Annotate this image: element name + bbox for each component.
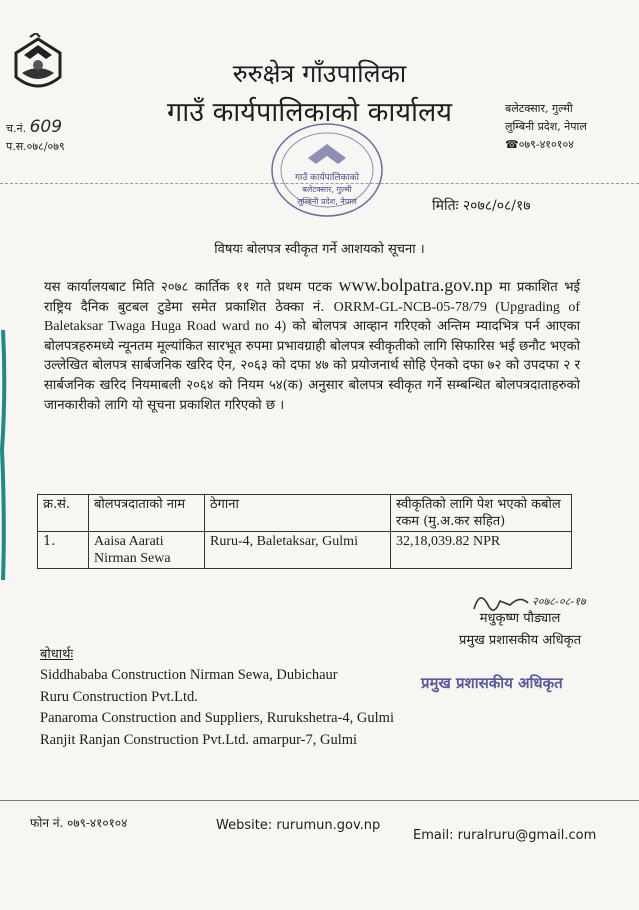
header-amount: स्वीकृतिको लागि पेश भएको कबोल रकम (मु.अ.कर सहित)	[391, 495, 572, 532]
letter-subject: विषयः बोलपत्र स्वीकृत गर्ने आशयको सूचना ।	[214, 242, 425, 257]
cell-amount: 32,18,039.82 NPR	[391, 532, 572, 569]
list-item: Ruru Construction Pvt.Ltd.	[40, 688, 198, 705]
ref-no-label: च.नं.	[6, 122, 27, 135]
footer-divider	[0, 800, 639, 801]
bid-table	[37, 494, 572, 569]
signatory-block	[440, 608, 600, 652]
footer-email: Email: ruralruru@gmail.com	[413, 828, 597, 843]
list-item: Panaroma Construction and Suppliers, Rurukshetra-4, Gulmi	[40, 710, 394, 726]
list-item: Siddhababa Construction Nirman Sewa, Dubichaur	[40, 667, 338, 683]
stamp-text-2: बलेटक्सार, गुल्मी	[302, 185, 352, 194]
header-address: ठेगाना	[205, 495, 391, 532]
header-serial: क्र.सं.	[38, 495, 89, 532]
ref-no-value: 609	[29, 117, 63, 137]
stamp-text-1: गाउँ कार्यपालिकाको	[294, 173, 360, 183]
contract-number: ORRM-GL-NCB-05-78/79 (Upgrading of Baletaksar Twaga Huga Road ward no 4)	[44, 299, 580, 335]
body-part-1: यस कार्यालयबाट मिति २०७८ कार्तिक ११ गते प्रथम पटक	[44, 280, 332, 295]
table-header-row	[38, 495, 572, 532]
address-line1: बलेटक्सार, गुल्मी	[505, 102, 573, 115]
signatory-name: मधुकृष्ण पौड्याल	[479, 611, 561, 626]
office-seal-stamp	[268, 120, 386, 220]
footer-phone: फोन नं. ०७९-४१०१०४	[30, 816, 128, 830]
header-divider	[0, 183, 639, 184]
office-phone: ☎०७९-४१०१०४	[505, 138, 574, 151]
body-part-2: मा प्रकाशित भई राष्ट्रिय दैनिक बुटबल टुडेमा समेत प्रकाशित ठेक्का नं.	[44, 280, 580, 315]
cell-address: Ruru-4, Baletaksar, Gulmi	[205, 532, 391, 569]
cc-heading: बोधार्थः	[40, 647, 74, 662]
letter-date: मितिः २०७८/०८/१७	[432, 198, 531, 214]
office-title-line2: गाउँ कार्यपालिकाको कार्यालय	[167, 97, 452, 128]
list-item: Ranjit Ranjan Construction Pvt.Ltd. amarpur-7, Gulmi	[40, 731, 358, 748]
header-bidder: बोलपत्रदाताको नाम	[89, 495, 205, 532]
cc-list	[40, 665, 394, 751]
officer-rubber-stamp: प्रमुख प्रशासकीय अधिकृत	[421, 674, 563, 692]
cell-bidder: Aaisa Aarati Nirman Sewa	[89, 532, 205, 569]
table-row	[38, 532, 572, 569]
office-title-line1: रुरुक्षेत्र गाँउपालिका	[232, 59, 407, 88]
body-part-3: को बोलपत्र आव्हान गरिएको अन्तिम म्यादभित्र पर्न आएका बोलपत्रहरुमध्ये न्यूनतम मूल्यांकित सारभूत रुपमा प्रभावग्राही बोलपत्र स्वीकृतीको लागि सिफारिस भई छनौट भएको उल्लेखित बोलपत्र सार्बजनिक खरिद ऐन, २०६३ को दफा ४७ को प्रयोजनार्थ सोहि ऐनको दफा ७२ को उपदफा २ र सार्बजनिक खरिद नियमाबली २०६४ को नियम ५४(क) अनुसार बोलपत्र स्वीकृत गर्ने सम्बन्धित बोलपत्रदाताहरुको जानकारीको लागि यो सूचना प्रकाशित गरिएको छ ।	[44, 319, 580, 413]
office-address	[505, 100, 587, 154]
signatory-title: प्रमुख प्रशासकीय अधिकृत	[458, 633, 582, 648]
letter-body	[44, 276, 580, 415]
address-line2: लुम्बिनी प्रदेश, नेपाल	[505, 120, 587, 133]
bolpatra-website: www.bolpatra.gov.np	[338, 275, 493, 295]
footer-website: Website: rurumun.gov.np	[216, 818, 381, 833]
stamp-text-3: लुम्बिनी प्रदेश, नेपाल	[297, 197, 357, 206]
fiscal-year: प.स.०७८/०७९	[6, 140, 65, 153]
cell-serial: 1.	[38, 532, 89, 569]
binding-ribbon	[0, 330, 7, 580]
signature-date: २०७८-०८-१७	[532, 595, 586, 608]
